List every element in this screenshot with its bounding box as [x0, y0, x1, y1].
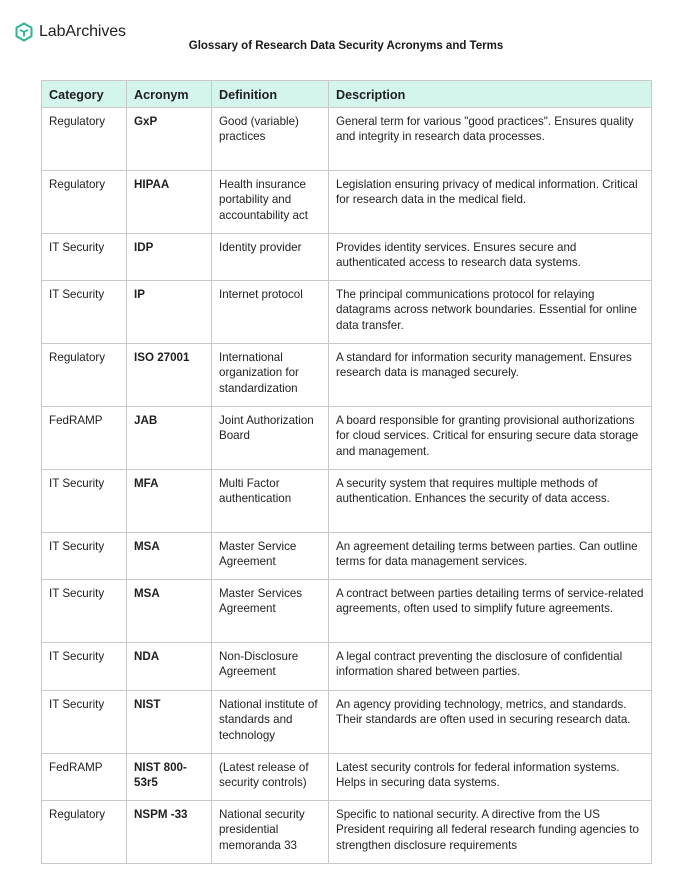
table-row — [42, 281, 652, 344]
table-row — [42, 344, 652, 407]
definition-cell: Good (variable) practices — [212, 108, 329, 171]
definition-cell: Identity provider — [212, 234, 329, 281]
acronym-cell: MSA — [127, 533, 212, 580]
column-header-acronym: Acronym — [127, 81, 212, 108]
definition-cell: (Latest release of security controls) — [212, 754, 329, 801]
category-cell: IT Security — [42, 470, 127, 533]
table-row — [42, 171, 652, 234]
description-cell: The principal communications protocol for relaying datagrams across network boundaries. Essential for online data transfer. — [329, 281, 652, 344]
category-cell: IT Security — [42, 533, 127, 580]
description-cell: An agency providing technology, metrics, and standards. Their standards are often used in securing research data. — [329, 691, 652, 754]
description-cell: Specific to national security. A directive from the US President requiring all federal research funding agencies to strengthen disclosure requirements — [329, 801, 652, 864]
acronym-cell: MSA — [127, 580, 212, 643]
description-cell: A security system that requires multiple methods of authentication. Enhances the security of data access. — [329, 470, 652, 533]
table-row — [42, 407, 652, 470]
category-cell: Regulatory — [42, 344, 127, 407]
acronym-cell: GxP — [127, 108, 212, 171]
description-cell: A contract between parties detailing terms of service-related agreements, often used to simplify future agreements. — [329, 580, 652, 643]
hexagon-cube-icon — [15, 22, 33, 42]
table-row — [42, 234, 652, 281]
table-row — [42, 108, 652, 171]
description-cell: A board responsible for granting provisional authorizations for cloud services. Critical for ensuring secure data storage and management. — [329, 407, 652, 470]
category-cell: IT Security — [42, 691, 127, 754]
category-cell: IT Security — [42, 234, 127, 281]
table-row — [42, 801, 652, 864]
acronym-cell: MFA — [127, 470, 212, 533]
column-header-definition: Definition — [212, 81, 329, 108]
definition-cell: Non-Disclosure Agreement — [212, 643, 329, 691]
brand-logo — [15, 22, 126, 42]
definition-cell: Master Service Agreement — [212, 533, 329, 580]
category-cell: FedRAMP — [42, 407, 127, 470]
definition-cell: Master Services Agreement — [212, 580, 329, 643]
acronym-cell: NSPM -33 — [127, 801, 212, 864]
category-cell: FedRAMP — [42, 754, 127, 801]
acronym-cell: NIST 800-53r5 — [127, 754, 212, 801]
acronym-cell: IP — [127, 281, 212, 344]
definition-cell: International organization for standardization — [212, 344, 329, 407]
definition-cell: Internet protocol — [212, 281, 329, 344]
table-row — [42, 470, 652, 533]
description-cell: Legislation ensuring privacy of medical information. Critical for research data in the medical field. — [329, 171, 652, 234]
column-header-category: Category — [42, 81, 127, 108]
definition-cell: National institute of standards and technology — [212, 691, 329, 754]
category-cell: IT Security — [42, 580, 127, 643]
acronym-cell: ISO 27001 — [127, 344, 212, 407]
category-cell: Regulatory — [42, 108, 127, 171]
description-cell: A legal contract preventing the disclosure of confidential information shared between parties. — [329, 643, 652, 691]
description-cell: General term for various "good practices". Ensures quality and integrity in research data processes. — [329, 108, 652, 171]
acronym-cell: NIST — [127, 691, 212, 754]
definition-cell: Multi Factor authentication — [212, 470, 329, 533]
table-row — [42, 754, 652, 801]
table-row — [42, 533, 652, 580]
definition-cell: Health insurance portability and accountability act — [212, 171, 329, 234]
acronym-cell: JAB — [127, 407, 212, 470]
description-cell: A standard for information security management. Ensures research data is managed securely. — [329, 344, 652, 407]
description-cell: Provides identity services. Ensures secure and authenticated access to research data systems. — [329, 234, 652, 281]
page-title: Glossary of Research Data Security Acronyms and Terms — [188, 40, 504, 52]
acronym-cell: IDP — [127, 234, 212, 281]
table-row — [42, 580, 652, 643]
definition-cell: National security presidential memoranda 33 — [212, 801, 329, 864]
category-cell: IT Security — [42, 643, 127, 691]
table-body — [42, 108, 652, 864]
brand-name: LabArchives — [39, 23, 126, 40]
category-cell: Regulatory — [42, 171, 127, 234]
description-cell: An agreement detailing terms between parties. Can outline terms for data management services. — [329, 533, 652, 580]
acronym-cell: NDA — [127, 643, 212, 691]
table-row — [42, 691, 652, 754]
category-cell: Regulatory — [42, 801, 127, 864]
description-cell: Latest security controls for federal information systems. Helps in securing data systems. — [329, 754, 652, 801]
category-cell: IT Security — [42, 281, 127, 344]
definition-cell: Joint Authorization Board — [212, 407, 329, 470]
table-header-row — [42, 81, 652, 108]
column-header-description: Description — [329, 81, 652, 108]
acronym-cell: HIPAA — [127, 171, 212, 234]
table-row — [42, 643, 652, 691]
glossary-table — [41, 80, 652, 864]
table-header — [42, 81, 652, 108]
